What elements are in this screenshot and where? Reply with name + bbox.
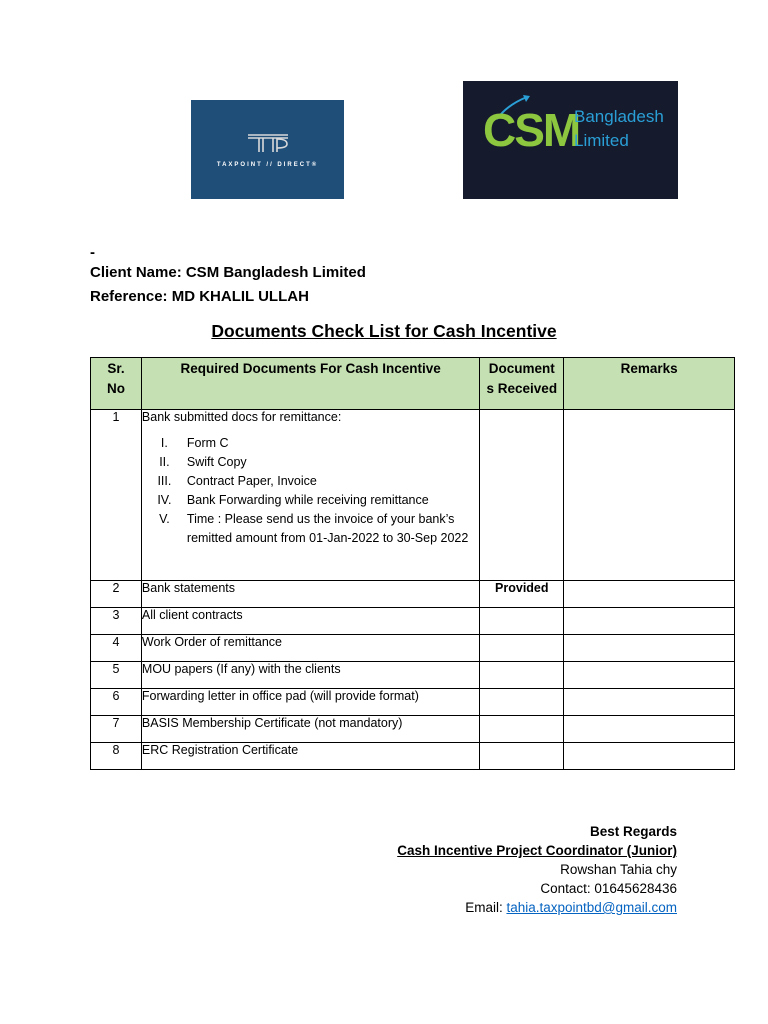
sublist-item-text: Swift Copy	[186, 455, 247, 469]
row-remarks	[564, 635, 735, 662]
sublist-item-number: III.	[157, 474, 172, 488]
sublist-item-text: Contract Paper, Invoice	[186, 474, 317, 488]
header-received-line1: Document	[488, 361, 555, 376]
sublist-item	[142, 434, 479, 453]
leading-dash: -	[90, 244, 95, 261]
row-sr-no: 3	[91, 608, 142, 635]
header-documents-received	[480, 358, 564, 410]
sublist-item-text: Bank Forwarding while receiving remittance	[186, 493, 429, 507]
table-row	[91, 689, 735, 716]
row-remarks	[564, 608, 735, 635]
header-sr-line2: No	[106, 381, 125, 396]
row-sr-no: 4	[91, 635, 142, 662]
row-document: ERC Registration Certificate	[141, 743, 479, 770]
header-sr-line1: Sr.	[107, 361, 125, 376]
row-document: Work Order of remittance	[141, 635, 479, 662]
taxpoint-logo-text: TAXPOINT // DIRECT®	[216, 161, 319, 168]
row-sr-no: 5	[91, 662, 142, 689]
signature-position: Cash Incentive Project Coordinator (Junior)	[397, 843, 677, 858]
row-received	[480, 410, 564, 581]
sublist-item-text: Time : Please send us the invoice of your bank’s remitted amount from 01-Jan-2022 to 30-Sep 2022	[186, 512, 469, 545]
email-link[interactable]: tahia.taxpointbd@gmail.com	[506, 900, 677, 915]
csm-logo-sub-line1: Bangladesh	[574, 107, 664, 126]
table-header-row	[91, 358, 735, 410]
row-remarks	[564, 743, 735, 770]
row-document-text: Bank submitted docs for remittance:	[141, 410, 342, 424]
header-remarks: Remarks	[564, 358, 735, 410]
row-remarks	[564, 662, 735, 689]
signature-name: Rowshan Tahia chy	[560, 862, 677, 877]
table-row	[91, 662, 735, 689]
row-document: Bank statements	[141, 581, 479, 608]
csm-logo-wordmark: CSM	[483, 104, 580, 156]
signature-email-label: Email:	[465, 900, 507, 915]
table-row	[91, 608, 735, 635]
table-row	[91, 410, 735, 581]
row-received	[480, 635, 564, 662]
sublist-item	[142, 491, 479, 510]
header-sr-no	[91, 358, 142, 410]
row-document: MOU papers (If any) with the clients	[141, 662, 479, 689]
row-remarks	[564, 716, 735, 743]
taxpoint-mark-icon	[246, 132, 290, 154]
sublist-item	[142, 472, 479, 491]
document-title: Documents Check List for Cash Incentive	[211, 321, 557, 341]
table-row	[91, 743, 735, 770]
sublist-item-number: V.	[159, 512, 170, 526]
row-sr-no: 8	[91, 743, 142, 770]
row-remarks	[564, 689, 735, 716]
row-sr-no: 6	[91, 689, 142, 716]
sublist-item	[142, 510, 479, 548]
row-received	[480, 662, 564, 689]
csm-logo	[463, 81, 678, 199]
row-remarks	[564, 410, 735, 581]
table-row	[91, 716, 735, 743]
documents-checklist-table	[90, 357, 735, 770]
header-required-documents: Required Documents For Cash Incentive	[141, 358, 479, 410]
row-document: Forwarding letter in office pad (will provide format)	[141, 689, 479, 716]
row-sr-no: 7	[91, 716, 142, 743]
sublist-item-text: Form C	[186, 436, 229, 450]
signature-contact: Contact: 01645628436	[540, 881, 677, 896]
row-document: All client contracts	[141, 608, 479, 635]
sublist-item-number: I.	[160, 436, 168, 450]
header-received-line2: s Received	[486, 381, 558, 396]
taxpoint-logo	[191, 100, 344, 199]
signature-regards: Best Regards	[589, 824, 677, 839]
sublist-item	[142, 453, 479, 472]
sublist-item-number: IV.	[157, 493, 172, 507]
row-document: BASIS Membership Certificate (not mandatory)	[141, 716, 479, 743]
table-row	[91, 581, 735, 608]
row-sr-no: 2	[91, 581, 142, 608]
client-name: Client Name: CSM Bangladesh Limited	[90, 264, 366, 281]
remittance-docs-sublist	[142, 434, 479, 548]
row-received	[480, 608, 564, 635]
row-received	[480, 743, 564, 770]
table-row	[91, 635, 735, 662]
sublist-item-number: II.	[159, 455, 170, 469]
row-remarks	[564, 581, 735, 608]
row-sr-no: 1	[91, 410, 142, 581]
reference: Reference: MD KHALIL ULLAH	[90, 288, 309, 305]
signature-email-line	[465, 900, 677, 915]
row-received	[480, 716, 564, 743]
row-received	[480, 689, 564, 716]
csm-logo-sub-line2: Limited	[574, 131, 629, 150]
row-received: Provided	[480, 581, 564, 608]
row-document	[141, 410, 479, 581]
